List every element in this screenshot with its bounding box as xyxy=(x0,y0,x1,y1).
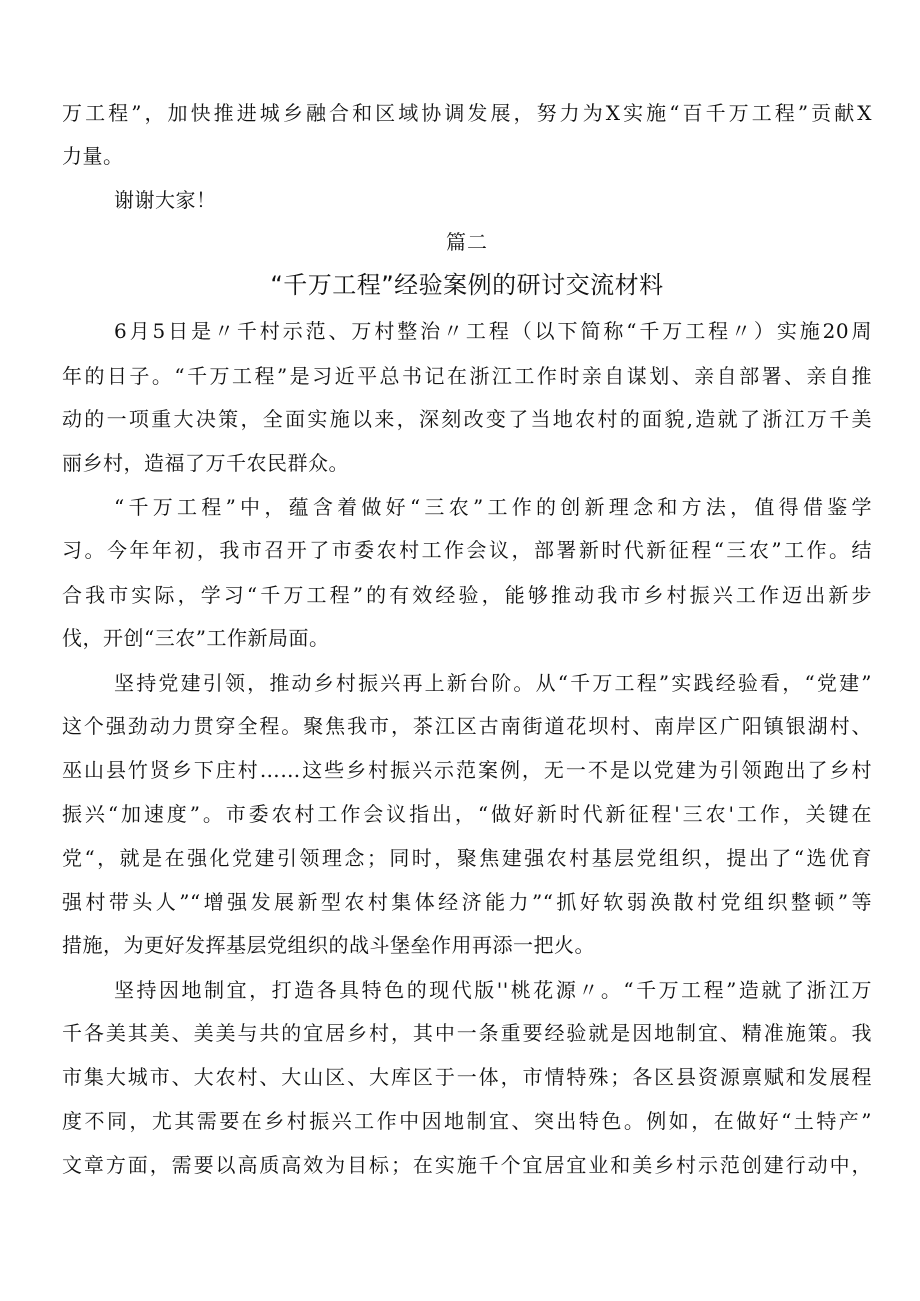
paragraph-line: 千各美其美、美美与共的宜居乡村，其中一条重要经验就是因地制宜、精准施策。我 xyxy=(62,1021,872,1045)
paragraph-line: 党“，就是在强化党建引领理念；同时，聚焦建强农村基层党组织，提出了“选优育 xyxy=(62,846,872,870)
paragraph-line: 振兴“加速度”。市委农村工作会议指出，“做好新时代新征程'三农'工作，关键在 xyxy=(62,802,872,826)
paragraph-line: 市集大城市、大农村、大山区、大库区于一体，市情特殊；各区县资源禀赋和发展程 xyxy=(62,1065,872,1089)
paragraph-line: 强村带头人”“增强发展新型农村集体经济能力”“抓好软弱涣散村党组织整顿”等 xyxy=(62,890,872,914)
paragraph-line: 习。今年年初，我市召开了市委农村工作会议，部署新时代新征程“三农”工作。结 xyxy=(62,538,872,562)
paragraph-line: 伐，开创“三农”工作新局面。 xyxy=(62,626,330,650)
paragraph-line: 度不同，尤其需要在乡村振兴工作中因地制宜、突出特色。例如，在做好“土特产” xyxy=(62,1109,872,1133)
paragraph-line: 坚持因地制宜，打造各具特色的现代版''桃花源〃。“千万工程”造就了浙江万 xyxy=(114,978,872,1002)
paragraph-line: 文章方面，需要以高质高效为目标；在实施千个宜居宜业和美乡村示范创建行动中， xyxy=(62,1153,872,1177)
paragraph-line: 合我市实际，学习“千万工程”的有效经验，能够推动我市乡村振兴工作迈出新步 xyxy=(62,583,872,607)
article-title: “千万工程”经验案例的研讨交流材料 xyxy=(270,271,664,299)
paragraph-line: 巫山县竹贤乡下庄村……这些乡村振兴示范案例，无一不是以党建为引领跑出了乡村 xyxy=(62,758,872,782)
paragraph-line: 万工程”，加快推进城乡融合和区域协调发展，努力为X实施“百千万工程”贡献X xyxy=(62,101,872,125)
paragraph-line: 坚持党建引领，推动乡村振兴再上新台阶。从“千万工程”实践经验看，“党建” xyxy=(114,671,872,695)
closing-line: 谢谢大家！ xyxy=(114,188,217,212)
paragraph-line: 丽乡村，造福了万千农民群众。 xyxy=(62,451,349,475)
paragraph-line: “千万工程”中，蕴含着做好“三农”工作的创新理念和方法，值得借鉴学 xyxy=(114,495,872,519)
paragraph-line: 年的日子。“千万工程”是习近平总书记在浙江工作时亲自谋划、亲自部署、亲自推 xyxy=(62,364,872,388)
paragraph-line: 措施，为更好发挥基层党组织的战斗堡垒作用再添一把火。 xyxy=(62,933,595,957)
paragraph-line: 动的一项重大决策，全面实施以来，深刻改变了当地农村的面貌,造就了浙江万千美 xyxy=(62,407,872,431)
paragraph-line: 这个强劲动力贯穿全程。聚焦我市，茶江区古南街道花坝村、南岸区广阳镇银湖村、 xyxy=(62,714,872,738)
paragraph-line: 6月5日是〃千村示范、万村整治〃工程（以下简称“千万工程〃）实施20周 xyxy=(114,319,872,343)
section-label: 篇二 xyxy=(446,230,488,254)
paragraph-line: 力量。 xyxy=(62,144,124,168)
